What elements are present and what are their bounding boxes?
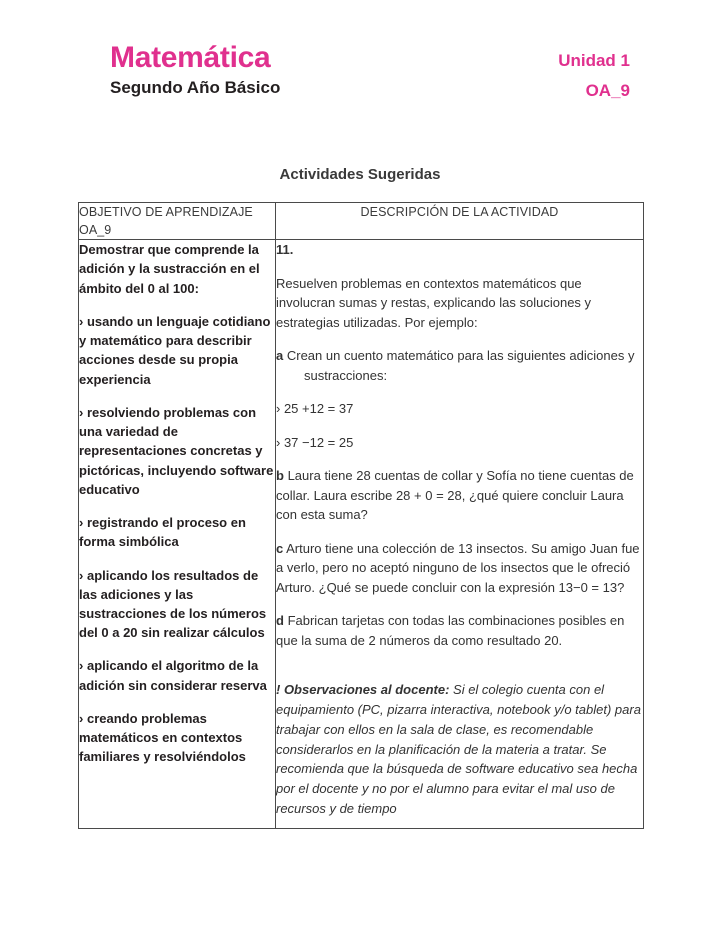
objective-item-2 xyxy=(79,403,275,499)
table-body-row xyxy=(79,240,644,829)
subject-title: Matemática xyxy=(110,41,271,74)
bullet-marker-icon: › xyxy=(79,658,84,674)
objective-item-1 xyxy=(79,312,275,389)
table-header-row xyxy=(79,203,644,240)
objective-cell xyxy=(79,240,276,829)
activity-item-b-text: Laura tiene 28 cuentas de collar y Sofía no tiene cuentas de collar. Laura escribe 28 + 0 = 28, ¿qué quiere concluir Laura con esta suma? xyxy=(276,468,634,523)
objective-item-label: registrando el proceso en forma simbólica xyxy=(79,515,246,550)
section-title: Actividades Sugeridas xyxy=(279,166,441,183)
objective-item-3 xyxy=(79,513,275,551)
teacher-observation-text: Si el colegio cuenta con el equipamiento (PC, pizarra interactiva, notebook y/o tablet) para trabajar con ellos en la sala de clase, es recomendable considerarlos en la planificación de la materia a tratar. Se recomienda que la búsqueda de software educativo sea hecha por el docente y no por el alumno para evitar el mal uso de recursos y de tiempo xyxy=(276,682,641,816)
activity-item-d-lead: d xyxy=(276,613,284,629)
activity-item-a xyxy=(276,346,643,385)
activity-item-c-lead: c xyxy=(276,540,284,556)
bullet-marker-icon: › xyxy=(79,404,84,420)
activity-item-b xyxy=(276,466,643,525)
bullet-marker-icon: › xyxy=(79,710,84,726)
activity-table xyxy=(78,202,644,829)
objective-item-label: usando un lenguaje cotidiano y matemático para describir acciones desde su propia experiencia xyxy=(79,313,271,387)
activity-number: 11. xyxy=(276,242,294,258)
header-left-block xyxy=(110,42,280,98)
activity-item-a-text: Crean un cuento matemático para las siguientes adiciones y xyxy=(286,348,635,364)
page-header xyxy=(0,0,720,150)
description-cell xyxy=(276,240,644,829)
oa-code-label: OA_9 xyxy=(585,81,630,101)
table-header-description: DESCRIPCIÓN DE LA ACTIVIDAD xyxy=(276,203,644,240)
objective-item-label: resolviendo problemas con una variedad de representaciones concretas y pictóricas, incluyendo software educativo xyxy=(79,404,274,497)
teacher-observation-lead: ! Observaciones al docente: xyxy=(276,682,450,698)
objective-item-label: aplicando los resultados de las adiciones y las sustracciones de los números del 0 a 20 sin realizar cálculos xyxy=(79,567,267,641)
grade-title: Segundo Año Básico xyxy=(110,77,281,97)
activity-item-a-text-tail: sustracciones: xyxy=(304,367,388,383)
activity-item-d-text: Fabrican tarjetas con todas las combinaciones posibles en que la suma de 2 números da como resultado 20. xyxy=(276,613,625,648)
objective-item-4 xyxy=(79,566,275,643)
objective-item-5 xyxy=(79,656,275,694)
objective-item-label: aplicando el algoritmo de la adición sin considerar reserva xyxy=(79,658,267,693)
activity-intro: Resuelven problemas en contextos matemáticos que involucran sumas y restas, explicando las soluciones y estrategias utilizadas. Por ejemplo: xyxy=(276,275,592,330)
activity-item-c-text: Arturo tiene una colección de 13 insectos. Su amigo Juan fue a verlo, pero no aceptó ninguno de los insectos que le ofreció Arturo. ¿Qué se puede concluir con la expresión 13−0 = 13? xyxy=(276,540,640,595)
unit-label: Unidad 1 xyxy=(558,51,630,70)
activity-item-a-lead: a xyxy=(276,348,284,364)
bullet-marker-icon: › xyxy=(79,515,84,531)
header-right-block xyxy=(558,50,630,102)
objective-item-6 xyxy=(79,709,275,767)
table-header-objective: OBJETIVO DE APRENDIZAJE OA_9 xyxy=(79,203,276,240)
objective-item-label: creando problemas matemáticos en contextos familiares y resolviéndolos xyxy=(79,710,246,765)
bullet-marker-icon: › xyxy=(79,313,84,329)
activity-item-d xyxy=(276,611,643,650)
activity-equation-1: › 25 +12 = 37 xyxy=(276,401,354,417)
objective-intro: Demostrar que comprende la adición y la sustracción en el ámbito del 0 al 100: xyxy=(79,242,260,296)
activity-item-b-lead: b xyxy=(276,468,284,484)
bullet-marker-icon: › xyxy=(79,567,84,583)
activity-equation-2: › 37 −12 = 25 xyxy=(276,434,354,450)
teacher-observation-note xyxy=(276,680,643,818)
activity-item-c xyxy=(276,539,643,598)
